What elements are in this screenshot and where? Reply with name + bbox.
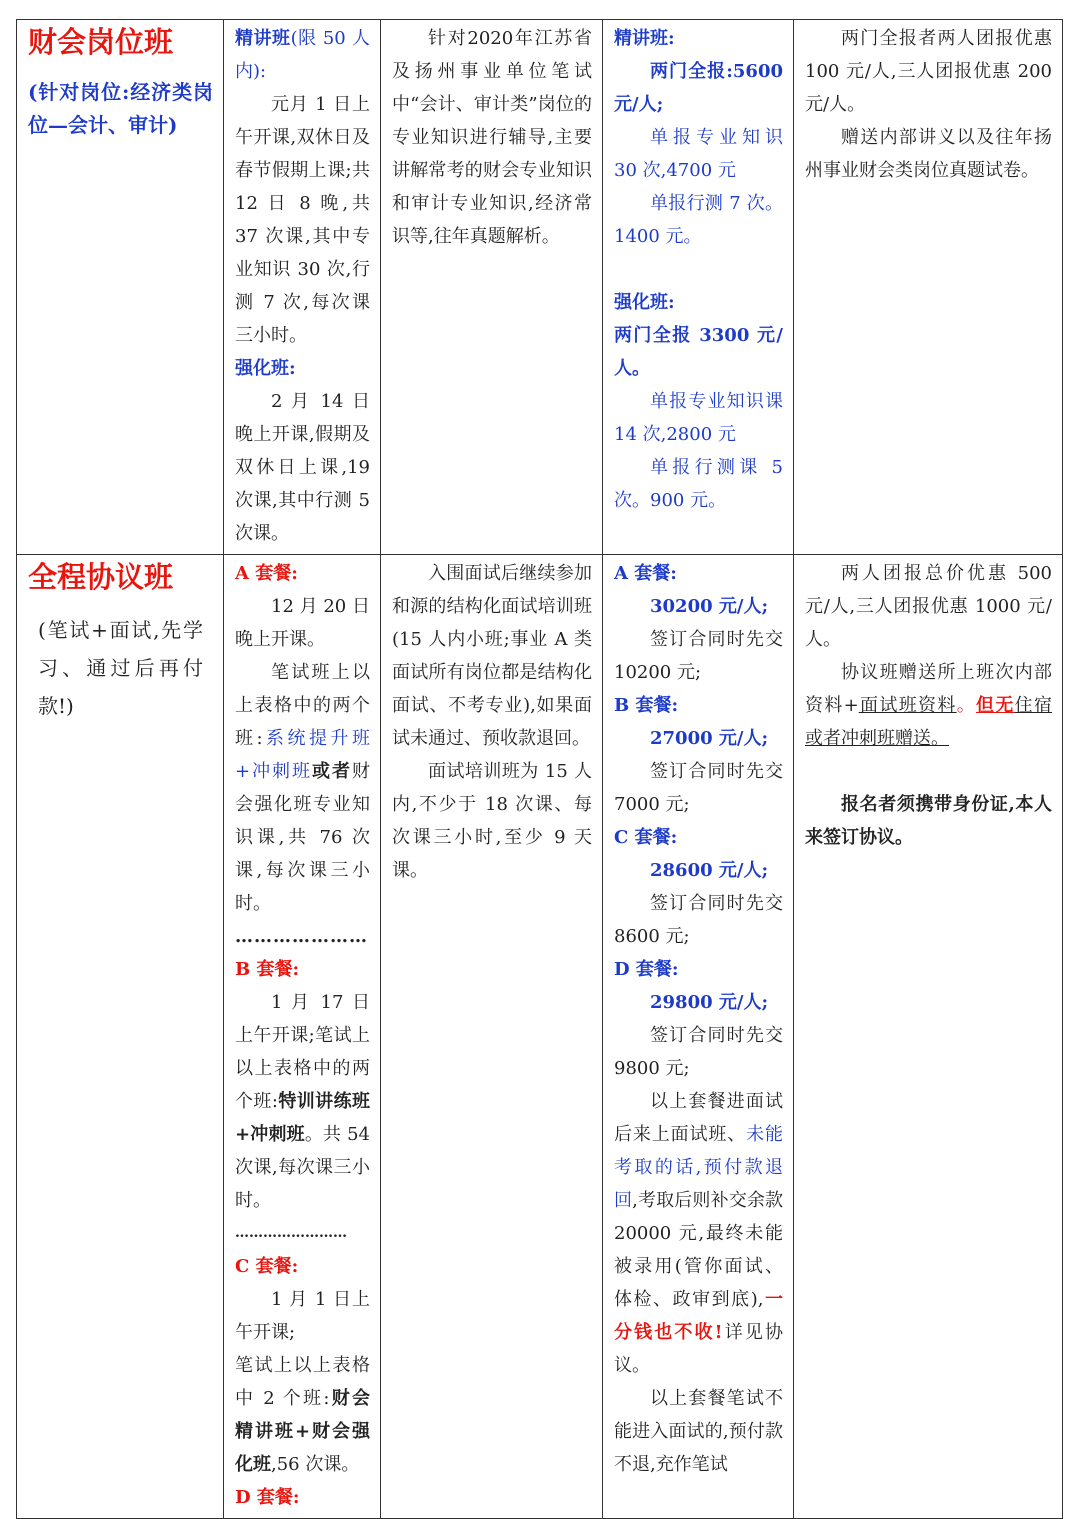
schedule-line: 2 月 14 日晚上开课,假期及双休日上课,19 次课,其中行测 5 次课。 (235, 391, 370, 544)
package-deposit: 签订合同时先交 7000 元; (614, 761, 783, 815)
schedule-line: 1 月 1 日上午开课; (235, 1289, 370, 1343)
price-cell (603, 20, 794, 555)
notes-text: 报名者须携带身份证,本人来签订协议。 (805, 794, 1052, 848)
price-line: 单报行测 7 次。1400 元。 (614, 193, 783, 247)
notes-text: 两人团报总价优惠 500 元/人,三人团报优惠 1000 元/人。 (805, 563, 1052, 650)
price-explanation: 以上套餐笔试不能进入面试的,预付款不退,充作笔试 (614, 1388, 783, 1475)
schedule-line: 笔试上以上表格中 2 个班:财会精讲班+财会强化班,56 次课。 (235, 1355, 371, 1475)
package-deposit: 签订合同时先交 10200 元; (614, 629, 783, 683)
schedule-line: 笔试班上以上表格中的两个班:系统提升班+冲刺班或者财会强化班专业知识课,共 76 次课,每次课三小时。 (235, 662, 370, 914)
content-text: 面试培训班为 15 人内,不少于 18 次课、每次课三小时,至少 9 天课。 (392, 761, 592, 881)
package-label: A 套餐: (614, 563, 677, 584)
schedule-line: 12 月 20 日晚上开课。 (235, 596, 370, 650)
price-line: 单报专业知识课 14 次,2800 元 (614, 391, 783, 445)
package-label: B 套餐: (614, 695, 679, 716)
notes-cell (794, 555, 1063, 1519)
schedule-line: 元月 1 日上午开课,双休日及春节假期上课;共 12 日 8 晚,共 37 次课,其中专业知识 30 次,行测 7 次,每次课三小时。 (235, 94, 370, 346)
content-cell (381, 555, 603, 1519)
course-name: 全程协议班 (28, 560, 174, 594)
course-subtitle: (针对岗位:经济类岗位—会计、审计) (28, 80, 213, 137)
content-cell (381, 20, 603, 555)
price-line: 单报专业知识 30 次,4700 元 (614, 127, 783, 181)
package-price: 30200 元/人; (650, 596, 769, 617)
notes-text: 两门全报者两人团报优惠 100 元/人,三人团报优惠 200 元/人。 (805, 28, 1052, 115)
schedule-line: 强化班: (235, 358, 296, 379)
table-row-accounting (17, 20, 1063, 555)
course-name-cell (17, 555, 224, 1519)
course-name-cell (17, 20, 224, 555)
price-explanation: 以上套餐进面试后来上面试班、未能考取的话,预付款退回,考取后则补交余款 20000 元,最终未能被录用(管你面试、体检、政审到底),一分钱也不收!详见协议。 (614, 1091, 784, 1376)
divider-dots: ………………… (235, 926, 368, 947)
package-deposit: 签订合同时先交 9800 元; (614, 1025, 783, 1079)
price-line: 两门全报:5600 元/人; (614, 61, 783, 115)
price-line: 两门全报 3300 元/人。 (614, 325, 783, 379)
price-line: 单报行测课 5 次。900 元。 (614, 457, 783, 511)
notes-text: 协议班赠送所上班次内部资料+面试班资料。但无住宿或者冲刺班赠送。 (805, 662, 1052, 749)
schedule-cell (224, 20, 381, 555)
package-label: C 套餐: (235, 1256, 299, 1277)
package-price: 27000 元/人; (650, 728, 769, 749)
price-line: 精讲班: (614, 28, 675, 49)
content-text: 入围面试后继续参加和源的结构化面试培训班(15 人内小班;事业 A 类面试所有岗位都是结构化面试、不考专业),如果面试未通过、预收款退回。 (392, 563, 592, 749)
package-label: D 套餐: (614, 959, 679, 980)
divider-dots: …………………… (235, 1225, 347, 1241)
course-subtitle: (笔试+面试,先学习、通过后再付款!) (38, 618, 203, 718)
notes-cell (794, 20, 1063, 555)
package-price: 29800 元/人; (650, 992, 769, 1013)
schedule-line: 1 月 17 日上午开课;笔试上以上表格中的两个班:特训讲练班+冲刺班。共 54 次课,每次课三小时。 (235, 992, 370, 1211)
course-name: 财会岗位班 (28, 25, 174, 59)
table-row-agreement (17, 555, 1063, 1519)
course-table (16, 19, 1063, 1519)
package-label: A 套餐: (235, 563, 298, 584)
package-label: D 套餐: (235, 1487, 300, 1508)
package-label: C 套餐: (614, 827, 678, 848)
price-line: 强化班: (614, 292, 675, 313)
package-price: 28600 元/人; (650, 860, 769, 881)
package-label: B 套餐: (235, 959, 300, 980)
schedule-cell (224, 555, 381, 1519)
notes-text: 赠送内部讲义以及往年扬州事业财会类岗位真题试卷。 (805, 127, 1052, 181)
package-deposit: 签订合同时先交 8600 元; (614, 893, 783, 947)
content-text: 针对2020年江苏省及扬州事业单位笔试中“会计、审计类”岗位的专业知识进行辅导,主要讲解常考的财会专业知识和审计专业知识,经济常识等,往年真题解析。 (392, 28, 592, 247)
price-cell (603, 555, 794, 1519)
schedule-line: 精讲班(限 50 人内): (235, 28, 371, 82)
